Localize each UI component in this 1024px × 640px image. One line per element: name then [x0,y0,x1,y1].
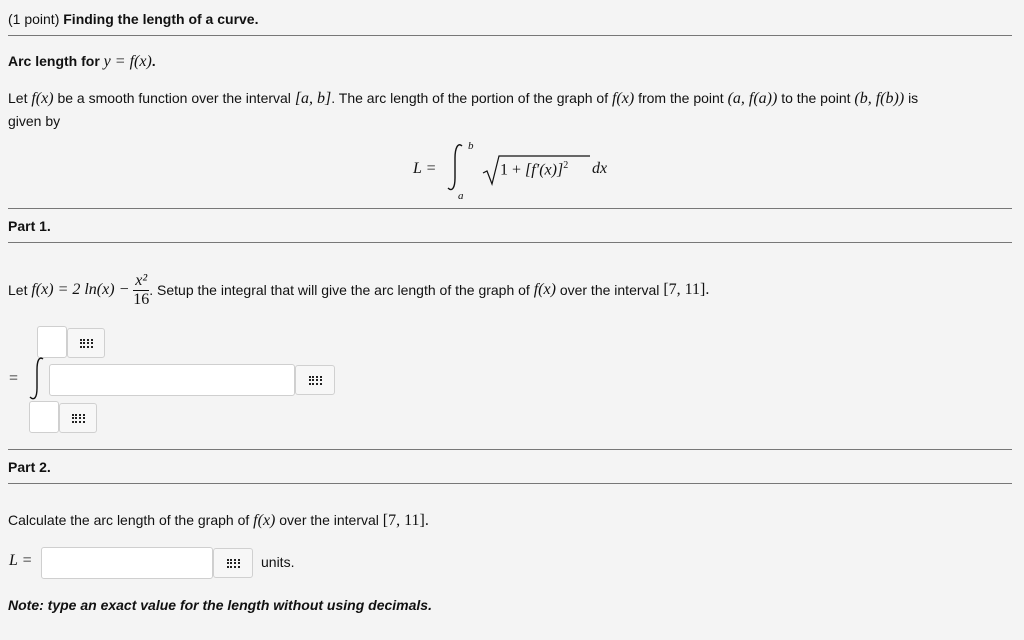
part2-text: Calculate the arc length of the graph of [8,512,250,528]
formula-lower-limit: a [458,190,464,202]
formula-one-plus: 1 + [500,161,522,179]
intro-f-math: f(x) [31,90,54,107]
intro-point-a-math: (a, f(a)) [727,90,778,107]
matrix-icon [309,376,322,385]
lower-limit-matrix-button[interactable] [59,403,97,433]
part1-fraction [133,272,149,309]
part1-statement [8,270,709,310]
problem-header [8,11,258,27]
section-heading-math: y = f(x) [103,53,152,70]
matrix-icon [72,414,85,423]
intro-text: from the point [638,90,724,106]
matrix-icon [227,559,240,568]
integrand-matrix-button[interactable] [295,365,335,395]
fraction-numerator: x² [133,272,149,291]
intro-text: to the point [781,90,851,106]
formula-fprime: [f′(x)] [525,161,564,179]
upper-limit-input[interactable] [37,326,67,358]
intro-line1 [8,90,918,108]
intro-text: . The arc length of the portion of the graph of [331,90,609,106]
part2-heading [8,459,51,475]
intro-f-math: f(x) [611,90,635,107]
integral-sign-icon [28,356,48,402]
intro-interval-math: [a, b] [294,90,332,107]
divider [8,449,1012,450]
lower-limit-input[interactable] [29,401,59,433]
part1-fdef-math: f(x) = 2 ln(x) − [31,281,130,298]
fraction-denominator: 16 [133,290,150,308]
part2-end: . [424,512,429,529]
part1-f-math: f(x) [533,281,556,298]
formula-dx: dx [592,160,608,177]
part1-heading [8,218,51,234]
section-heading-text: Arc length for [8,53,100,69]
part2-statement [8,512,429,530]
equals-sign: = [9,370,19,387]
divider [8,242,1012,243]
divider [8,483,1012,484]
problem-title: Finding the length of a curve. [63,11,259,27]
intro-line2: given by [8,113,61,129]
divider [8,35,1012,36]
intro-text: be a smooth function over the interval [57,90,291,106]
part1-text: . Setup the integral that will give the arc length of the graph of [149,282,530,298]
intro-text: is [908,90,919,106]
part2-f-math: f(x) [253,512,276,529]
integral-sign-icon [446,142,468,194]
note-text: Note: type an exact value for the length without using decimals. [8,597,432,613]
answer-lhs: L = [9,552,33,569]
points-label: (1 point) [8,11,60,27]
integrand-input[interactable] [49,364,295,396]
intro-point-b-math: (b, f(b)) [854,90,905,107]
formula-square: 2 [563,160,569,171]
units-label: units. [261,554,295,570]
part2-interval-math: [7, 11] [382,512,425,529]
answer-matrix-button[interactable] [213,548,253,578]
section-heading-end: . [151,53,156,69]
part1-heading-text: Part 1. [8,218,51,234]
formula-lhs: L = [413,160,437,177]
matrix-icon [80,339,93,348]
part1-text: Let [8,282,28,298]
part2-heading-text: Part 2. [8,459,51,475]
divider [8,208,1012,209]
formula-radicand [500,160,568,179]
formula-upper-limit: b [468,140,474,152]
section-heading [8,53,156,71]
upper-limit-matrix-button[interactable] [67,328,105,358]
part2-text: over the interval [279,512,379,528]
arc-length-answer-input[interactable] [41,547,213,579]
part1-interval-math: [7, 11] [663,281,706,298]
intro-text: Let [8,90,28,106]
part1-text: over the interval [559,282,660,298]
part1-end: . [705,281,710,298]
